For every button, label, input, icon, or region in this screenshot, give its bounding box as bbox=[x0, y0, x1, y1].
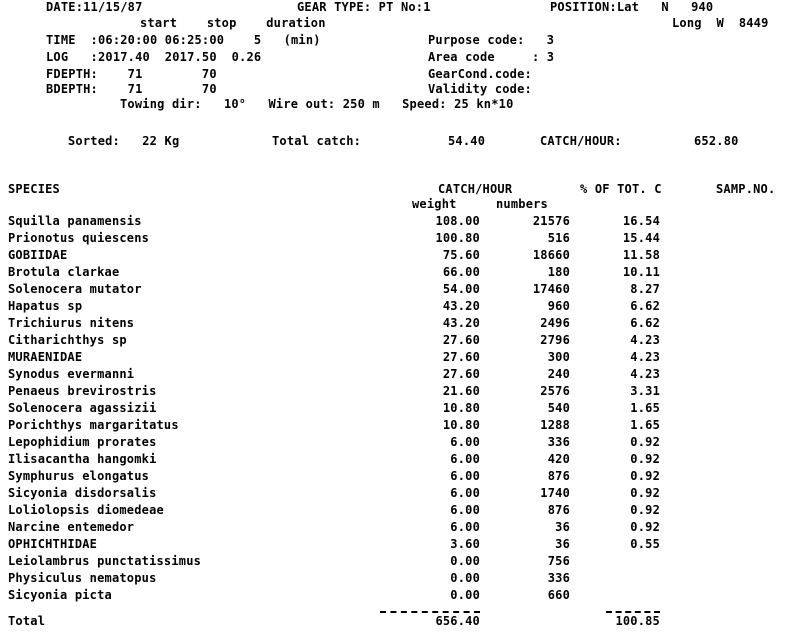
towing-row: Towing dir: 10° Wire out: 250 m Speed: 25 kn*10 bbox=[120, 97, 514, 111]
species-weight: 10.80 bbox=[442, 401, 480, 415]
species-weight: 0.00 bbox=[450, 554, 480, 568]
species-name: MURAENIDAE bbox=[8, 350, 83, 364]
bdepth-row: BDEPTH: 71 70 bbox=[46, 82, 217, 96]
catch-per-hour-value: 652.80 bbox=[694, 134, 739, 148]
species-name: Hapatus sp bbox=[8, 299, 83, 313]
species-weight: 6.00 bbox=[450, 503, 480, 517]
species-percent: 0.92 bbox=[630, 503, 660, 517]
catch-hour-column-header: CATCH/HOUR bbox=[438, 182, 513, 196]
numbers-subheader: numbers bbox=[496, 197, 548, 211]
total-label: Total bbox=[8, 614, 46, 628]
species-percent: 1.65 bbox=[630, 401, 660, 415]
table-row bbox=[0, 452, 800, 469]
table-row bbox=[0, 571, 800, 588]
species-weight: 54.00 bbox=[442, 282, 480, 296]
gear-type-field: GEAR TYPE: PT No:1 bbox=[297, 0, 431, 14]
species-numbers: 960 bbox=[547, 299, 570, 313]
species-weight: 6.00 bbox=[450, 469, 480, 483]
species-percent: 8.27 bbox=[630, 282, 660, 296]
total-percent-rule bbox=[606, 611, 660, 613]
table-row bbox=[0, 588, 800, 605]
species-name: Sicyonia picta bbox=[8, 588, 112, 602]
species-weight: 66.00 bbox=[442, 265, 480, 279]
species-name: Trichiurus nitens bbox=[8, 316, 135, 330]
species-percent: 0.92 bbox=[630, 435, 660, 449]
total-catch-label: Total catch: bbox=[272, 134, 362, 148]
species-percent: 6.62 bbox=[630, 316, 660, 330]
species-weight: 3.60 bbox=[450, 537, 480, 551]
species-weight: 27.60 bbox=[442, 367, 480, 381]
table-row bbox=[0, 418, 800, 435]
total-weight-value: 656.40 bbox=[435, 614, 480, 628]
species-numbers: 1740 bbox=[540, 486, 570, 500]
species-name: Physiculus nematopus bbox=[8, 571, 157, 585]
species-name: Lepophidium prorates bbox=[8, 435, 157, 449]
table-row bbox=[0, 384, 800, 401]
table-row bbox=[0, 469, 800, 486]
species-weight: 6.00 bbox=[450, 486, 480, 500]
total-percent-value: 100.85 bbox=[615, 614, 660, 628]
species-name: Solenocera mutator bbox=[8, 282, 142, 296]
species-name: Citharichthys sp bbox=[8, 333, 127, 347]
species-name: OPHICHTHIDAE bbox=[8, 537, 98, 551]
table-row bbox=[0, 265, 800, 282]
table-row bbox=[0, 350, 800, 367]
table-row bbox=[0, 537, 800, 554]
table-row bbox=[0, 367, 800, 384]
species-name: Porichthys margaritatus bbox=[8, 418, 179, 432]
species-name: Loliolopsis diomedeae bbox=[8, 503, 164, 517]
species-name: Solenocera agassizii bbox=[8, 401, 157, 415]
species-percent: 0.92 bbox=[630, 469, 660, 483]
table-row bbox=[0, 401, 800, 418]
species-column-header: SPECIES bbox=[8, 182, 60, 196]
species-numbers: 540 bbox=[547, 401, 570, 415]
species-weight: 0.00 bbox=[450, 588, 480, 602]
species-numbers: 36 bbox=[555, 537, 570, 551]
species-weight: 108.00 bbox=[435, 214, 480, 228]
table-row bbox=[0, 299, 800, 316]
weight-subheader: weight bbox=[412, 197, 457, 211]
log-row: LOG :2017.40 2017.50 0.26 bbox=[46, 50, 262, 64]
fdepth-row: FDEPTH: 71 70 bbox=[46, 67, 217, 81]
species-name: Leiolambrus punctatissimus bbox=[8, 554, 202, 568]
table-row bbox=[0, 248, 800, 265]
species-weight: 75.60 bbox=[442, 248, 480, 262]
species-weight: 100.80 bbox=[435, 231, 480, 245]
sorted-weight: Sorted: 22 Kg bbox=[68, 134, 180, 148]
species-weight: 43.20 bbox=[442, 299, 480, 313]
species-name: Narcine entemedor bbox=[8, 520, 135, 534]
species-percent: 3.31 bbox=[630, 384, 660, 398]
species-name: Sicyonia disdorsalis bbox=[8, 486, 157, 500]
species-numbers: 300 bbox=[547, 350, 570, 364]
table-row bbox=[0, 316, 800, 333]
purpose-code-field: Purpose code: 3 bbox=[428, 33, 555, 47]
species-percent: 0.92 bbox=[630, 486, 660, 500]
species-numbers: 180 bbox=[547, 265, 570, 279]
species-weight: 27.60 bbox=[442, 333, 480, 347]
table-row bbox=[0, 486, 800, 503]
species-percent: 16.54 bbox=[622, 214, 660, 228]
species-name: Penaeus brevirostris bbox=[8, 384, 157, 398]
species-numbers: 876 bbox=[547, 469, 570, 483]
species-weight: 21.60 bbox=[442, 384, 480, 398]
species-weight: 0.00 bbox=[450, 571, 480, 585]
species-percent: 4.23 bbox=[630, 350, 660, 364]
species-weight: 6.00 bbox=[450, 452, 480, 466]
species-name: GOBIIDAE bbox=[8, 248, 68, 262]
total-weight-rule bbox=[380, 611, 480, 613]
species-numbers: 660 bbox=[547, 588, 570, 602]
validity-code-field: Validity code: bbox=[428, 82, 532, 96]
species-weight: 10.80 bbox=[442, 418, 480, 432]
species-numbers: 420 bbox=[547, 452, 570, 466]
table-row bbox=[0, 503, 800, 520]
species-name: Squilla panamensis bbox=[8, 214, 142, 228]
time-column-labels: start stop duration bbox=[140, 16, 326, 30]
species-percent: 4.23 bbox=[630, 367, 660, 381]
species-numbers: 18660 bbox=[532, 248, 570, 262]
species-numbers: 2496 bbox=[540, 316, 570, 330]
table-row bbox=[0, 554, 800, 571]
species-name: Ilisacantha hangomki bbox=[8, 452, 157, 466]
species-percent: 0.92 bbox=[630, 452, 660, 466]
species-numbers: 2796 bbox=[540, 333, 570, 347]
species-weight: 6.00 bbox=[450, 520, 480, 534]
species-numbers: 240 bbox=[547, 367, 570, 381]
species-name: Symphurus elongatus bbox=[8, 469, 150, 483]
date-field: DATE:11/15/87 bbox=[46, 0, 143, 14]
catch-per-hour-label: CATCH/HOUR: bbox=[540, 134, 622, 148]
species-numbers: 876 bbox=[547, 503, 570, 517]
species-weight: 43.20 bbox=[442, 316, 480, 330]
species-numbers: 756 bbox=[547, 554, 570, 568]
species-name: Synodus evermanni bbox=[8, 367, 135, 381]
species-percent: 0.55 bbox=[630, 537, 660, 551]
longitude-field: Long W 8449 bbox=[672, 16, 769, 30]
species-name: Brotula clarkae bbox=[8, 265, 120, 279]
species-numbers: 17460 bbox=[532, 282, 570, 296]
area-code-field: Area code : 3 bbox=[428, 50, 555, 64]
species-percent: 11.58 bbox=[622, 248, 660, 262]
table-row bbox=[0, 435, 800, 452]
species-numbers: 336 bbox=[547, 435, 570, 449]
table-row bbox=[0, 214, 800, 231]
species-name: Prionotus quiescens bbox=[8, 231, 150, 245]
table-row bbox=[0, 231, 800, 248]
total-catch-value: 54.40 bbox=[448, 134, 486, 148]
species-numbers: 1288 bbox=[540, 418, 570, 432]
species-numbers: 336 bbox=[547, 571, 570, 585]
table-row bbox=[0, 520, 800, 537]
species-numbers: 21576 bbox=[532, 214, 570, 228]
species-percent: 10.11 bbox=[622, 265, 660, 279]
percent-total-column-header: % OF TOT. C bbox=[580, 182, 662, 196]
table-row bbox=[0, 282, 800, 299]
species-percent: 15.44 bbox=[622, 231, 660, 245]
species-percent: 4.23 bbox=[630, 333, 660, 347]
species-numbers: 2576 bbox=[540, 384, 570, 398]
gear-condition-field: GearCond.code: bbox=[428, 67, 532, 81]
species-weight: 27.60 bbox=[442, 350, 480, 364]
species-percent: 0.92 bbox=[630, 520, 660, 534]
sample-number-column-header: SAMP.NO. bbox=[716, 182, 776, 196]
species-percent: 1.65 bbox=[630, 418, 660, 432]
species-numbers: 516 bbox=[547, 231, 570, 245]
table-row bbox=[0, 333, 800, 350]
species-percent: 6.62 bbox=[630, 299, 660, 313]
species-numbers: 36 bbox=[555, 520, 570, 534]
time-row: TIME :06:20:00 06:25:00 5 (min) bbox=[46, 33, 321, 47]
species-weight: 6.00 bbox=[450, 435, 480, 449]
position-field: POSITION:Lat N 940 bbox=[550, 0, 714, 14]
